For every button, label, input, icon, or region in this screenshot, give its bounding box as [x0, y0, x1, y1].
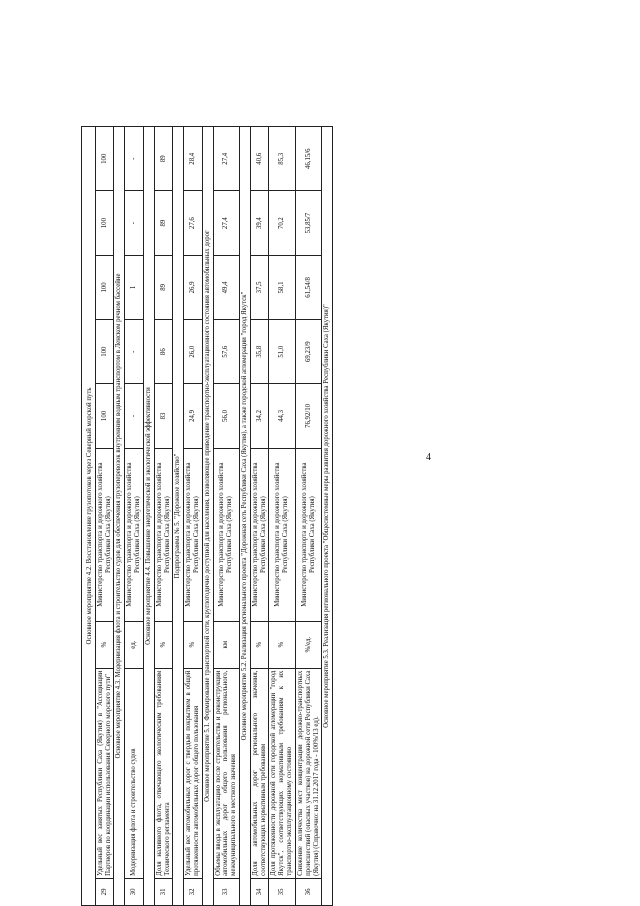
value-cell: 70,2	[269, 191, 295, 255]
indicator-cell: Доля наливного флота, отвечающего экологическим требованиям Технического регламента	[154, 668, 173, 878]
indicator-cell: Удельный вес занятых Республики Саха (Якутия) в "Ассоциации Партнеров по координации использования Северного морского пути"	[95, 668, 114, 878]
executor-cell: Министерство транспорта и дорожного хозяйства Республики Саха (Якутия)	[213, 448, 239, 621]
value-cell: 61,54/8	[295, 255, 321, 319]
row-number: 30	[125, 878, 144, 905]
value-cell: 83	[154, 384, 173, 448]
value-cell: 58,1	[269, 255, 295, 319]
value-cell: 24,9	[184, 384, 203, 448]
value-cell: 44,3	[269, 384, 295, 448]
section-5-1: Основное мероприятие 5.1. Формирование транспортной сети, круглогодично доступной для населения, позволяющее приведение транспортно-эксплуатационного состояния автомобильных дорог	[202, 127, 213, 906]
unit-cell: %	[154, 621, 173, 668]
unit-cell: км	[213, 621, 239, 668]
value-cell: 46,15/6	[295, 127, 321, 191]
unit-cell: %	[184, 621, 203, 668]
row-number: 31	[154, 878, 173, 905]
section-4-2: Основное мероприятие 4.2. Восстановление грузопотоков через Северный морской путь	[82, 127, 96, 906]
executor-cell: Министерство транспорта и дорожного хозяйства Республики Саха (Якутия)	[95, 448, 114, 621]
value-cell: 39,4	[250, 191, 269, 255]
value-cell: 28,4	[184, 127, 203, 191]
indicator-cell: Удельный вес автомобильных дорог с твердым покрытием в общей протяженности автомобильных дорог общего пользования	[184, 668, 203, 878]
value-cell: 57,6	[213, 320, 239, 384]
value-cell: -	[125, 127, 144, 191]
table-row	[213, 127, 239, 906]
table-row	[125, 127, 144, 906]
row-number: 35	[269, 878, 295, 905]
value-cell: 89	[154, 191, 173, 255]
executor-cell: Министерство транспорта и дорожного хозяйства Республики Саха (Якутия)	[250, 448, 269, 621]
table-row	[95, 127, 114, 906]
executor-cell: Министерство транспорта и дорожного хозяйства Республики Саха (Якутия)	[125, 448, 144, 621]
value-cell: 27,4	[213, 127, 239, 191]
value-cell: 69,23/9	[295, 320, 321, 384]
indicator-cell: Модернизация флота и строительство судов	[125, 668, 144, 878]
value-cell: 56,0	[213, 384, 239, 448]
value-cell: 37,5	[250, 255, 269, 319]
section-4-3: Основное мероприятие 4.3. Модернизация флота и строительство судов для обеспечения грузоперевозок внутренним водным транспортом в Ленском речном бассейне	[114, 127, 125, 906]
row-number: 32	[184, 878, 203, 905]
executor-cell: Министерство транспорта и дорожного хозяйства Республики Саха (Якутия)	[269, 448, 295, 621]
value-cell: 89	[154, 255, 173, 319]
value-cell: 40,6	[250, 127, 269, 191]
section-5-3: Основное мероприятие 5.3. Реализация регионального проекта "Общесистемные меры развития дорожного хозяйства Республики Саха (Якутия)"	[322, 127, 333, 906]
unit-cell: %/ед.	[295, 621, 321, 668]
rotated-table-container	[81, 126, 521, 906]
executor-cell: Министерство транспорта и дорожного хозяйства Республики Саха (Якутия)	[184, 448, 203, 621]
value-cell: 100	[95, 320, 114, 384]
value-cell: 100	[95, 191, 114, 255]
value-cell: 89	[154, 127, 173, 191]
value-cell: 26,9	[184, 255, 203, 319]
section-4-4: Основное мероприятие 4.4. Повышение энергетической и экологической эффективности	[143, 127, 154, 906]
indicator-cell: Объемы ввода в эксплуатацию после строительства и реконструкции автомобильных дорог общего пользования регионального, межмуниципального и местного значения	[213, 668, 239, 878]
row-number: 29	[95, 878, 114, 905]
indicators-table	[81, 126, 333, 906]
row-number: 34	[250, 878, 269, 905]
subprogram-5: Подпрограмма № 5. "Дорожное хозяйство"	[173, 127, 184, 906]
value-cell: 27,6	[184, 191, 203, 255]
table-row	[184, 127, 203, 906]
value-cell: 26,0	[184, 320, 203, 384]
value-cell: 86	[154, 320, 173, 384]
value-cell: -	[125, 384, 144, 448]
value-cell: 100	[95, 127, 114, 191]
unit-cell: %	[269, 621, 295, 668]
unit-cell: %	[250, 621, 269, 668]
table-row	[295, 127, 321, 906]
section-5-2: Основное мероприятие 5.2. Реализация регионального проекта "Дорожная сеть Республики Саха (Якутия), а также городской агломерации "город Якутск"	[240, 127, 251, 906]
value-cell: 1	[125, 255, 144, 319]
value-cell: 53,85/7	[295, 191, 321, 255]
value-cell: 34,2	[250, 384, 269, 448]
value-cell: 76,92/10	[295, 384, 321, 448]
unit-cell: %	[95, 621, 114, 668]
table-row	[250, 127, 269, 906]
value-cell: 100	[95, 255, 114, 319]
row-number: 36	[295, 878, 321, 905]
indicator-cell: Доля автомобильных дорог регионального значения, соответствующих нормативным требованиям	[250, 668, 269, 878]
value-cell: 35,8	[250, 320, 269, 384]
executor-cell: Министерство транспорта и дорожного хозяйства Республики Саха (Якутия)	[154, 448, 173, 621]
table-row	[269, 127, 295, 906]
value-cell: 85,3	[269, 127, 295, 191]
executor-cell: Министерство транспорта и дорожного хозяйства Республики Саха (Якутия)	[295, 448, 321, 621]
value-cell: 100	[95, 384, 114, 448]
table-row	[154, 127, 173, 906]
page-number: 4	[426, 452, 431, 463]
row-number: 33	[213, 878, 239, 905]
value-cell: -	[125, 320, 144, 384]
indicator-cell: Снижение количества мест концентрации дорожно-транспортных происшествий (опасных участков) на дорожной сети Республики Саха (Якутия) (Справочно: на 31.12.2017 года - 100%/13 ед).	[295, 668, 321, 878]
value-cell: 49,4	[213, 255, 239, 319]
value-cell: 51,0	[269, 320, 295, 384]
unit-cell: ед.	[125, 621, 144, 668]
value-cell: -	[125, 191, 144, 255]
value-cell: 27,4	[213, 191, 239, 255]
indicator-cell: Доля протяженности дорожной сети городской агломерации "город Якутск", соответствующих нормативным требованиям к их транспортно-эксплуатационному состоянию	[269, 668, 295, 878]
